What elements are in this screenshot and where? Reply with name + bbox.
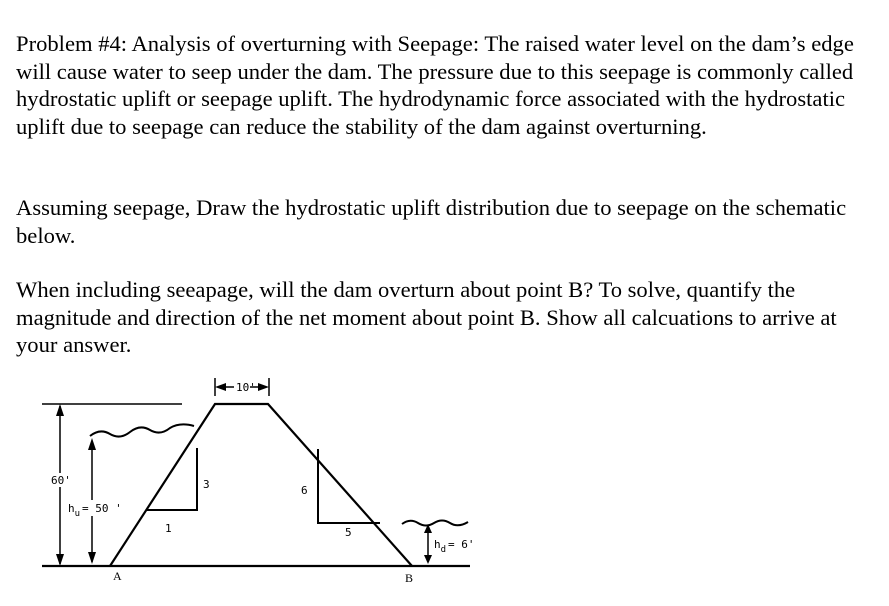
height-arrow-up [56,404,64,416]
downstream-slope-run-label: 5 [345,526,352,539]
upstream-level-arrow-up [88,438,96,450]
downstream-level-arrow-down [424,555,432,564]
downstream-level-label: $h_d = 6'$ [434,538,475,555]
upstream-level-arrow-down [88,552,96,564]
upstream-slope-run-label: 1 [165,522,172,535]
upstream-slope-rise-label: 3 [203,478,210,491]
top-width-arrow-left [215,383,226,391]
instruction-paragraph: Assuming seepage, Draw the hydrostatic uplift distribution due to seepage on the schematic below. [16,195,847,248]
top-width-arrow-right [258,383,269,391]
height-arrow-down [56,554,64,566]
point-b-label: B [405,571,414,585]
downstream-slope-triangle [318,449,380,523]
point-a-label: A [113,569,122,583]
downstream-slope-rise-label: 6 [301,484,308,497]
downstream-water-surface [402,521,468,526]
upstream-water-surface [90,424,194,436]
top-width-label: 10' [236,381,256,394]
question-paragraph: When including seeapage, will the dam overturn about point B? To solve, quantify the magnitude and direction of the net moment about point B. Show all calcuations to arrive at your answer. [16,277,837,358]
height-label: 60' [51,474,71,487]
upstream-level-label: $h_u = 50$ ' [68,502,122,519]
upstream-slope-triangle [146,448,197,510]
problem-statement-paragraph: Problem #4: Analysis of overturning with Seepage: The raised water level on the dam’s edge will cause water to seep under the dam. The pressure due to this seepage is commonly called hydrostatic uplift or seepage uplift. The hydrodynamic force associated with the hydrostatic uplift due to seepage can reduce the stability of the dam against overturning. [16,31,854,139]
dam-outline [110,404,412,566]
